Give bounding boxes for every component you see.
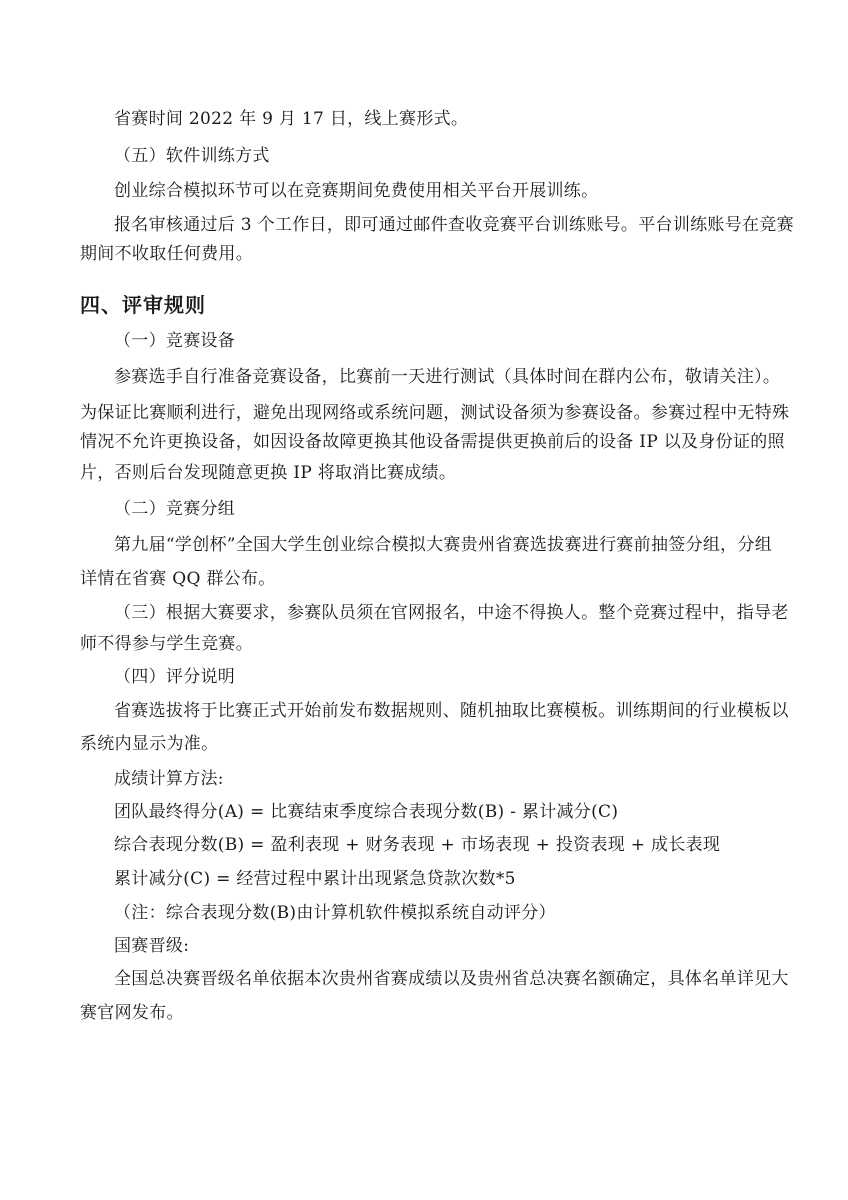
formula-team-score: 团队最终得分(A) = 比赛结束季度综合表现分数(B) - 累计减分(C)	[114, 802, 619, 822]
paragraph-time: 省赛时间 2022 年 9 月 17 日，线上赛形式。	[114, 109, 469, 129]
paragraph-registration-line1: （三）根据大赛要求，参赛队员须在官网报名，中途不得换人。整个竞赛过程中，指导老	[114, 603, 789, 623]
paragraph-training: 创业综合模拟环节可以在竞赛期间免费使用相关平台开展训练。	[114, 181, 599, 201]
paragraph-equipment-line2: 为保证比赛顺利进行，避免出现网络或系统问题，测试设备须为参赛设备。参赛过程中无特殊	[80, 403, 790, 423]
paragraph-promotion-line2: 赛官网发布。	[80, 1003, 184, 1023]
subheading-scoring: （四）评分说明	[114, 667, 236, 687]
note-auto-scoring: （注：综合表现分数(B)由计算机软件模拟系统自动评分）	[114, 903, 556, 923]
formula-composite-score: 综合表现分数(B) = 盈利表现 + 财务表现 + 市场表现 + 投资表现 + 成长表现	[114, 835, 721, 855]
paragraph-account-line2: 期间不收取任何费用。	[80, 244, 253, 264]
subheading-grouping: （二）竞赛分组	[114, 499, 236, 519]
paragraph-equipment-line1: 参赛选手自行准备竞赛设备，比赛前一天进行测试（具体时间在群内公布，敬请关注）。	[114, 367, 781, 387]
national-promotion-label: 国赛晋级:	[114, 936, 190, 956]
score-method-label: 成绩计算方法:	[114, 769, 224, 789]
paragraph-grouping-line1: 第九届“学创杯”全国大学生创业综合模拟大赛贵州省赛选拔赛进行赛前抽签分组，分组	[114, 535, 773, 555]
subheading-training: （五）软件训练方式	[114, 146, 270, 166]
paragraph-account-line1: 报名审核通过后 3 个工作日，即可通过邮件查收竞赛平台训练账号。平台训练账号在竞赛	[114, 215, 794, 235]
paragraph-promotion-line1: 全国总决赛晋级名单依据本次贵州省赛成绩以及贵州省总决赛名额确定，具体名单详见大	[114, 969, 789, 989]
subheading-equipment: （一）竞赛设备	[114, 331, 236, 351]
formula-deduction: 累计减分(C) = 经营过程中累计出现紧急贷款次数*5	[114, 869, 516, 889]
paragraph-equipment-line4: 片，否则后台发现随意更换 IP 将取消比赛成绩。	[80, 463, 457, 483]
paragraph-registration-line2: 师不得参与学生竞赛。	[80, 634, 253, 654]
paragraph-scoring-line1: 省赛选拔将于比赛正式开始前发布数据规则、随机抽取比赛模板。训练期间的行业模板以	[114, 701, 789, 721]
paragraph-scoring-line2: 系统内显示为准。	[80, 734, 219, 754]
paragraph-equipment-line3: 情况不允许更换设备，如因设备故障更换其他设备需提供更换前后的设备 IP 以及身份证的照	[80, 432, 785, 452]
section-heading-review-rules: 四、评审规则	[80, 293, 206, 317]
paragraph-grouping-line2: 详情在省赛 QQ 群公布。	[80, 569, 276, 589]
